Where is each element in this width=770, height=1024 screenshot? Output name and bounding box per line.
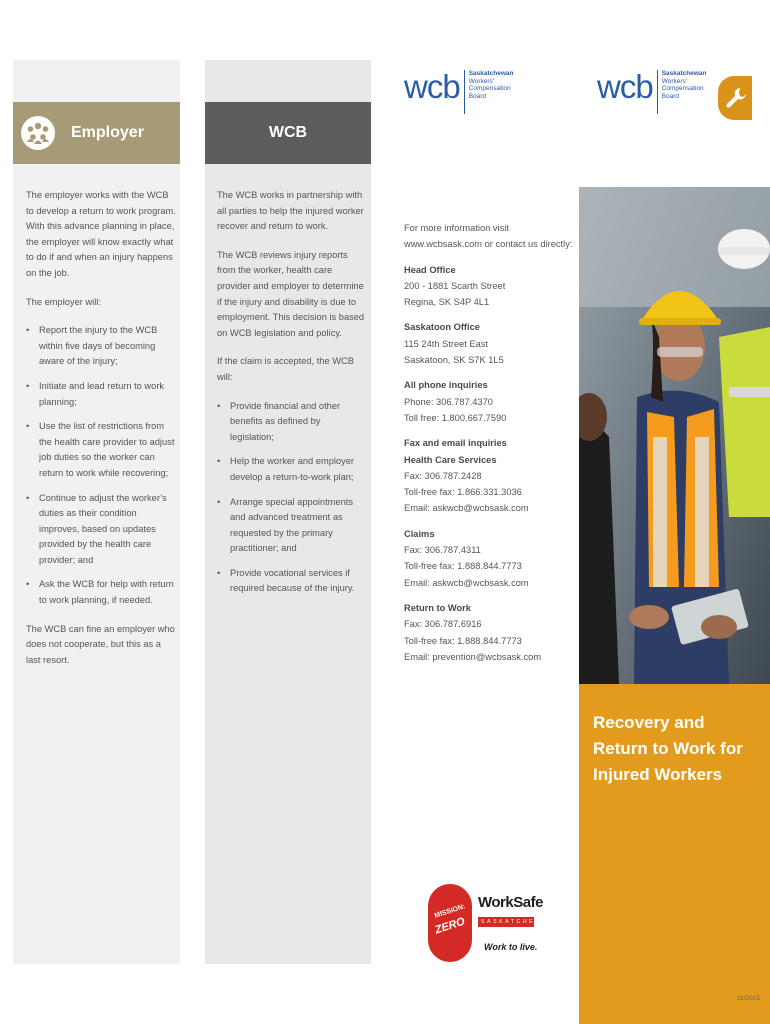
- fax-line: Toll-free fax: 1.888.844.7773: [404, 635, 522, 646]
- logo-divider: [464, 70, 465, 114]
- logo-divider: [657, 70, 658, 114]
- cover-title-panel: [579, 684, 770, 1024]
- list-item: • Provide vocational services if required because of the injury.: [217, 566, 365, 597]
- worksafe-name: WorkSafe: [478, 894, 543, 911]
- address-line: Regina, SK S4P 4L1: [404, 297, 490, 308]
- mission-zero-badge: [428, 884, 472, 962]
- logo-line: Compensation: [661, 85, 704, 93]
- wcb-header: [205, 102, 371, 164]
- claims-title: Claims: [404, 528, 435, 539]
- head-office-block: [404, 262, 579, 311]
- logo-line: Compensation: [468, 85, 511, 93]
- cover-title: Recovery and Return to Work for Injured Workers: [593, 713, 743, 784]
- list-item: • Initiate and lead return to work planning;: [26, 379, 176, 410]
- list-item: • Report the injury to the WCB within five days of becoming aware of the injury;: [26, 323, 176, 370]
- employer-title: Employer: [71, 124, 144, 141]
- wcb-logo-mark: wcb: [597, 68, 653, 105]
- employer-duties-list: [26, 323, 176, 609]
- wcb-intro: The WCB works in partnership with all parties to help the injured worker recover and return to work.: [217, 190, 364, 232]
- claims-block: [404, 526, 579, 591]
- email-line: Email: askwcb@wcbsask.com: [404, 577, 529, 588]
- email-line: Email: prevention@wcbsask.com: [404, 651, 542, 662]
- cover-photo: [579, 187, 770, 684]
- wcb-logo-mark: wcb: [404, 68, 460, 105]
- worksafe-tagline: Work to live.: [484, 942, 538, 952]
- phone-inquiries-block: [404, 377, 579, 426]
- wcb-column: [217, 188, 365, 610]
- logo-line: Saskatchewan: [468, 70, 514, 77]
- wcb-logo: [597, 70, 707, 114]
- employer-closing: The WCB can fine an employer who does not cooperate, but this as a last resort.: [26, 623, 175, 665]
- address-line: 200 - 1881 Scarth Street: [404, 280, 506, 291]
- mission-label: MISSION:: [433, 903, 467, 920]
- fax-line: Fax: 306.787.4311: [404, 545, 481, 556]
- address-line: 115 24th Street East: [404, 338, 489, 349]
- email-line: Email: askwcb@wcbsask.com: [404, 503, 529, 514]
- worksafe-province: SASKATCHEWAN: [478, 917, 534, 927]
- list-item: • Use the list of restrictions from the health care provider to adjust job duties so the worker can return to work while recovering;: [26, 419, 176, 481]
- return-to-work-block: [404, 600, 579, 665]
- saskatoon-office-block: [404, 319, 579, 368]
- fax-line: Fax: 306.787.6916: [404, 619, 482, 630]
- saskatoon-office-title: Saskatoon Office: [404, 322, 480, 333]
- list-item: • Provide financial and other benefits as defined by legislation;: [217, 399, 365, 446]
- contact-intro: For more information visit www.wcbsask.com or contact us directly:: [404, 223, 573, 250]
- fax-line: Toll-free fax: 1.866.331.3036: [404, 487, 522, 498]
- employer-header: [13, 102, 180, 164]
- phone-inquiries-title: All phone inquiries: [404, 380, 488, 391]
- head-office-title: Head Office: [404, 264, 456, 275]
- phone-line: Phone: 306.787.4370: [404, 396, 493, 407]
- date-code: 11/2015: [737, 995, 761, 1002]
- list-item: • Ask the WCB for help with return to work planning, if needed.: [26, 577, 176, 608]
- fax-email-title: Fax and email inquiries: [404, 438, 507, 449]
- employer-column: [26, 188, 176, 681]
- logo-line: Board: [468, 92, 487, 100]
- people-icon: [21, 116, 55, 150]
- fax-email-block: [404, 435, 579, 516]
- wcb-title: WCB: [268, 124, 308, 141]
- logo-line: Saskatchewan: [661, 70, 707, 77]
- fax-line: Toll-free fax: 1.888.844.7773: [404, 561, 522, 572]
- wcb-duties-list: [217, 399, 365, 598]
- address-line: Saskatoon, SK S7K 1L5: [404, 355, 504, 366]
- health-care-services-title: Health Care Services: [404, 454, 497, 465]
- logo-line: Workers’: [468, 77, 495, 85]
- logo-line: Workers’: [661, 77, 688, 85]
- return-to-work-title: Return to Work: [404, 602, 471, 613]
- zero-label: ZERO: [433, 915, 467, 937]
- wcb-logo-subtitle: [469, 70, 514, 100]
- fax-line: Fax: 306.787.2428: [404, 470, 482, 481]
- wrench-badge: [718, 76, 752, 120]
- wcb-logo: [404, 70, 514, 114]
- phone-line: Toll free: 1.800.667.7590: [404, 412, 507, 423]
- worksafe-logo: [428, 884, 555, 964]
- list-item: • Arrange special appointments and advanced treatment as requested by the primary practitioner; and: [217, 495, 365, 557]
- wcb-will-label: If the claim is accepted, the WCB will:: [217, 356, 354, 382]
- wcb-logo-subtitle: [662, 70, 707, 100]
- logo-line: Board: [661, 92, 680, 100]
- wrench-icon: [725, 86, 747, 110]
- list-item: • Continue to adjust the worker’s duties as their condition improves, based on updates provided by the health care provider; and: [26, 491, 176, 569]
- employer-will-label: The employer will:: [26, 296, 101, 307]
- wcb-review: The WCB reviews injury reports from the worker, health care provider and employer to determine if the injury and disability is due to employment. This decision is based on WCB legislation and policy.: [217, 249, 365, 338]
- contact-info: [404, 220, 579, 674]
- list-item: • Help the worker and employer develop a return-to-work plan;: [217, 454, 365, 485]
- employer-intro: The employer works with the WCB to develop a return to work program. With this advance planning in place, the employer will know exactly what to do if and when an injury happens on the job.: [26, 190, 176, 278]
